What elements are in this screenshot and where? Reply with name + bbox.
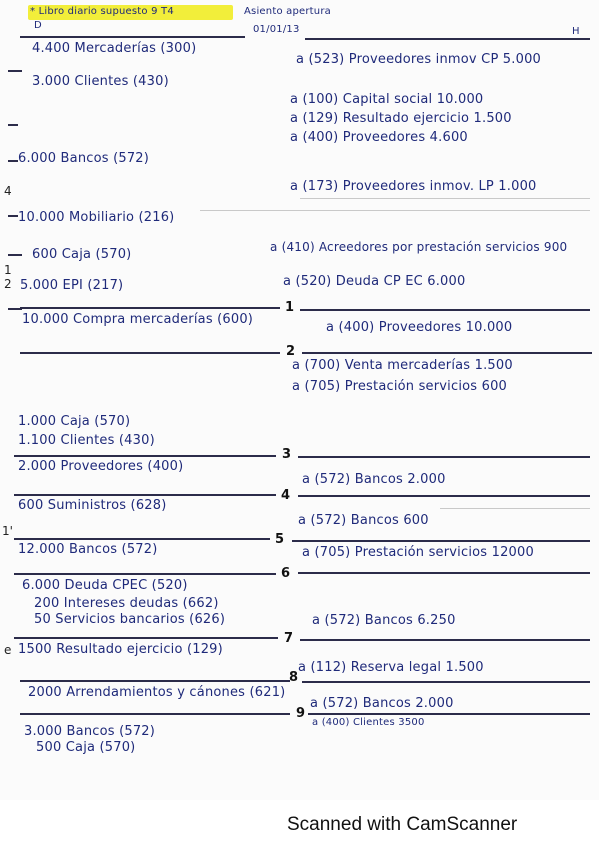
margin-mark: e (4, 643, 12, 657)
bleed-line (300, 198, 590, 199)
opening-debit-line: 10.000 Mobiliario (216) (18, 210, 175, 225)
entry-debit-line: 1.100 Clientes (430) (18, 433, 155, 448)
journal-title: * Libro diario supuesto 9 T4 (30, 6, 174, 17)
entry-rule-right (300, 309, 590, 311)
entry-rule-left (14, 494, 276, 496)
opening-credit-line: a (520) Deuda CP EC 6.000 (283, 274, 466, 289)
opening-credit-line: a (410) Acreedores por prestación servicios 900 (270, 240, 568, 254)
margin-mark: 4 (4, 184, 12, 198)
entry-number: 8 (289, 670, 299, 685)
margin-mark: 1 (4, 263, 12, 277)
opening-credit-line: a (100) Capital social 10.000 (290, 92, 484, 107)
entry-number: 3 (282, 447, 292, 462)
entry-rule-right (302, 681, 590, 683)
entry-debit-line: 1.000 Caja (570) (18, 414, 131, 429)
opening-credit-line: a (173) Proveedores inmov. LP 1.000 (290, 179, 537, 194)
bleed-line (440, 508, 590, 509)
entry-rule-right (298, 456, 590, 458)
entry-number: 5 (275, 532, 285, 547)
margin-dash (8, 124, 18, 126)
bleed-line (200, 210, 590, 211)
entry-rule-left (14, 455, 276, 457)
camscanner-watermark: Scanned with CamScanner (287, 814, 518, 835)
margin-dash (8, 160, 18, 162)
column-h-label: H (572, 26, 580, 37)
entry-credit-line: a (705) Prestación servicios 12000 (302, 545, 534, 560)
entry-number: 6 (281, 566, 291, 581)
opening-credit-line: a (523) Proveedores inmov CP 5.000 (296, 52, 542, 67)
column-d-label: D (34, 20, 42, 31)
entry-debit-line: 6.000 Deuda CPEC (520) (22, 578, 188, 593)
entry-credit-line: a (112) Reserva legal 1.500 (298, 660, 484, 675)
entry-credit-line: a (400) Proveedores 10.000 (326, 320, 513, 335)
entry-credit-line: a (572) Bancos 2.000 (302, 472, 446, 487)
entry-debit-line: 600 Suministros (628) (18, 498, 167, 513)
entry-credit-line: a (705) Prestación servicios 600 (292, 379, 508, 394)
header-rule-right (305, 38, 590, 40)
entry-credit-line: a (572) Bancos 600 (298, 513, 429, 528)
entry-debit-line: 500 Caja (570) (36, 740, 136, 755)
entry-rule-right (308, 713, 590, 715)
entry-debit-line: 200 Intereses deudas (662) (34, 596, 219, 611)
entry-rule-left (20, 352, 280, 354)
entry-number: 2 (286, 344, 296, 359)
entry-rule-left (20, 307, 280, 309)
opening-debit-line: 6.000 Bancos (572) (18, 151, 150, 166)
opening-debit-line: 5.000 EPI (217) (20, 278, 124, 293)
asiento-date: 01/01/13 (253, 24, 300, 35)
margin-mark: 2 (4, 277, 12, 291)
entry-rule-left (14, 573, 276, 575)
entry-debit-line: 1500 Resultado ejercicio (129) (18, 642, 223, 657)
entry-rule-right (292, 540, 590, 542)
entry-rule-left (14, 637, 278, 639)
entry-rule-right (298, 495, 590, 497)
margin-dash (8, 254, 22, 256)
header-rule-left (20, 36, 245, 38)
entry-credit-line: a (572) Bancos 6.250 (312, 613, 456, 628)
entry-rule-right (298, 572, 590, 574)
entry-number: 7 (284, 631, 294, 646)
entry-number: 1 (285, 300, 295, 315)
asiento-title: Asiento apertura (244, 6, 331, 17)
opening-credit-line: a (400) Proveedores 4.600 (290, 130, 468, 145)
entry-rule-left (14, 538, 270, 540)
entry-debit-line: 12.000 Bancos (572) (18, 542, 158, 557)
entry-number: 4 (281, 488, 291, 503)
entry-rule-right (300, 639, 590, 641)
entry-debit-line: 2.000 Proveedores (400) (18, 459, 184, 474)
opening-debit-line: 4.400 Mercaderías (300) (32, 41, 197, 56)
entry-debit-line: 50 Servicios bancarios (626) (34, 612, 226, 627)
entry-debit-line: 3.000 Bancos (572) (24, 724, 156, 739)
entry-debit-line: 2000 Arrendamientos y cánones (621) (28, 685, 286, 700)
entry-number: 9 (296, 706, 306, 721)
entry-credit-line: a (700) Venta mercaderías 1.500 (292, 358, 513, 373)
entry-rule-right (302, 352, 592, 354)
entry-credit-line: a (572) Bancos 2.000 (310, 696, 454, 711)
margin-dash (8, 215, 18, 217)
entry-debit-line: 10.000 Compra mercaderías (600) (22, 312, 254, 327)
margin-mark: 1' (2, 524, 13, 538)
opening-debit-line: 600 Caja (570) (32, 247, 132, 262)
margin-dash (8, 70, 22, 72)
opening-credit-line: a (129) Resultado ejercicio 1.500 (290, 111, 512, 126)
entry-rule-left (20, 713, 290, 715)
opening-debit-line: 3.000 Clientes (430) (32, 74, 169, 89)
entry-rule-left (20, 680, 290, 682)
entry-credit-line: a (400) Clientes 3500 (312, 717, 425, 728)
